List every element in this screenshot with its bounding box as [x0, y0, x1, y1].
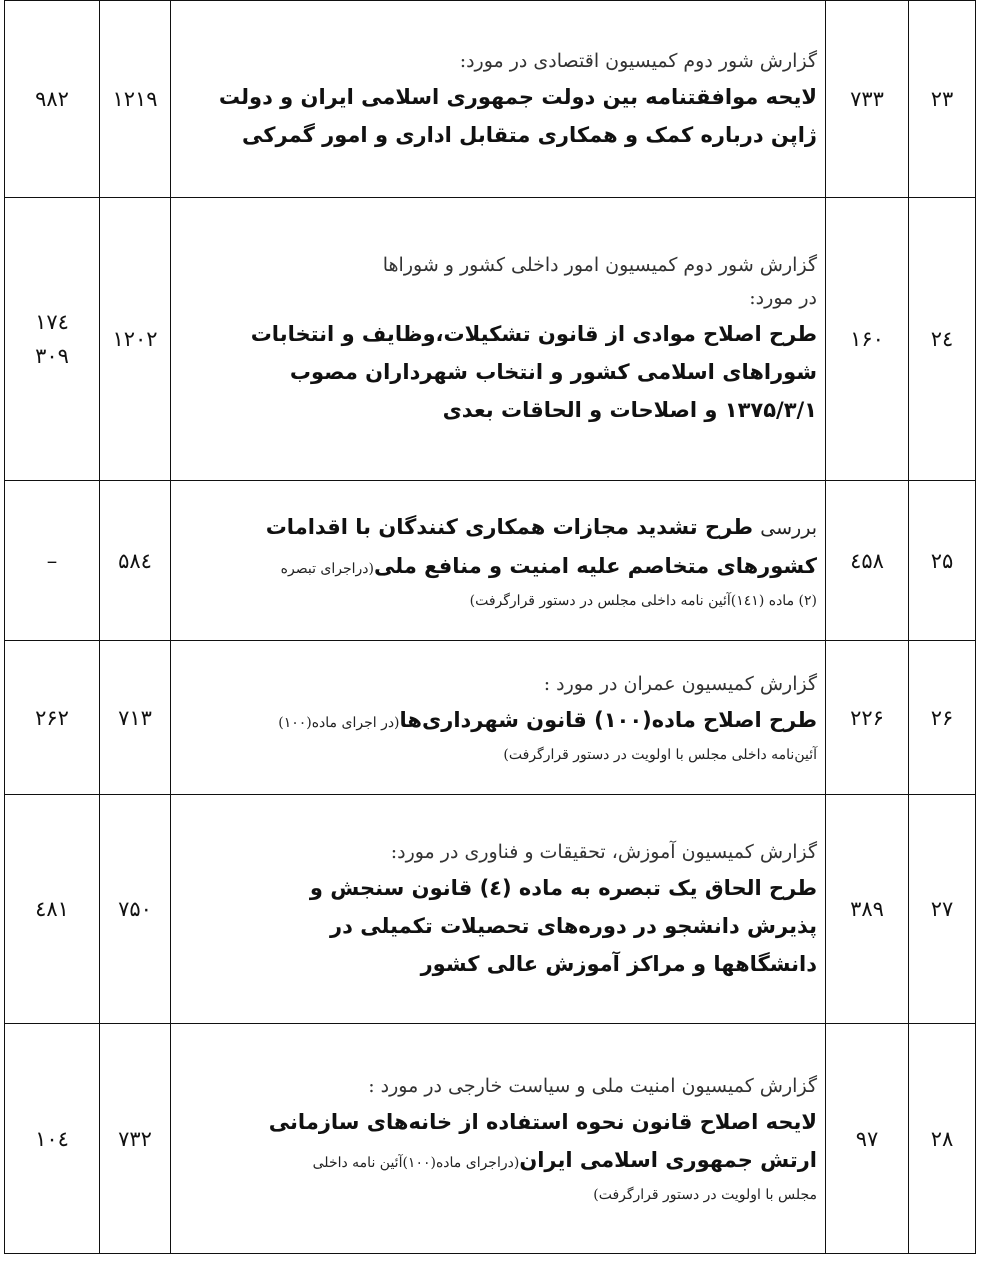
- item-note: مجلس با اولویت در دستور قرارگرفت): [593, 1186, 817, 1203]
- register-number: ۱۶۰: [826, 198, 909, 481]
- item-title: ۱۳۷۵/۳/۱ و اصلاحات و الحاقات بعدی: [442, 398, 817, 422]
- item-title: طرح اصلاح ماده(۱۰۰) قانون شهرداری‌ها: [399, 707, 817, 732]
- print-number: ۱۲۰۲: [100, 198, 171, 481]
- item-header: در مورد:: [749, 287, 817, 309]
- page-number: ۹۸۲: [35, 87, 69, 111]
- item-title: لایحه اصلاح قانون نحوه استفاده از خانه‌های سازمانی: [268, 1109, 817, 1134]
- item-header: گزارش کمیسیون امنیت ملی و سیاست خارجی در مورد :: [368, 1074, 817, 1097]
- item-note: آئین‌نامه داخلی مجلس با اولویت در دستور قرارگرفت): [503, 746, 817, 763]
- item-title: طرح تشدید مجازات همکاری کنندگان با اقدامات: [265, 514, 753, 539]
- item-note: (در اجرای ماده(۱۰۰): [278, 714, 400, 731]
- item-title: ژاپن درباره کمک و همکاری متقابل اداری و امور گمرکی: [242, 122, 817, 147]
- item-description: [171, 198, 826, 481]
- item-title: کشورهای متخاصم علیه امنیت و منافع ملی: [374, 553, 817, 578]
- item-title: طرح اصلاح موادی از قانون تشکیلات،وظایف و انتخابات: [250, 322, 817, 346]
- item-title: ارتش جمهوری اسلامی ایران: [519, 1147, 817, 1172]
- table-row: [5, 481, 976, 641]
- item-title: لایحه موافقتنامه بین دولت جمهوری اسلامی ایران و دولت: [218, 84, 817, 109]
- row-number: ۲۷: [909, 795, 976, 1024]
- item-title: طرح الحاق یک تبصره به ماده (٤) قانون سنجش و: [309, 875, 817, 900]
- item-note: (دراجرای تبصره: [280, 560, 375, 577]
- item-description: [171, 1024, 826, 1254]
- page-numbers: [5, 641, 100, 795]
- register-number: ۲۲۶: [826, 641, 909, 795]
- agenda-table: [4, 0, 976, 1254]
- print-number: ۷۵۰: [100, 795, 171, 1024]
- table-row: [5, 1, 976, 198]
- item-note: (۲) ماده (۱٤۱)آئین نامه داخلی مجلس در دستور قرارگرفت): [469, 592, 817, 609]
- table-row: [5, 1024, 976, 1254]
- row-number: ۲۳: [909, 1, 976, 198]
- page-numbers: [5, 1, 100, 198]
- page-number: ۲۶۲: [35, 705, 69, 730]
- item-prefix: بررسی: [760, 516, 817, 539]
- register-number: ٤۵۸: [826, 481, 909, 641]
- item-header: گزارش کمیسیون عمران در مورد :: [543, 672, 817, 695]
- row-number: ۲۶: [909, 641, 976, 795]
- item-description: [171, 795, 826, 1024]
- table-row: [5, 198, 976, 481]
- page-number: –: [46, 548, 58, 573]
- print-number: ۷۱۳: [100, 641, 171, 795]
- item-title: پذیرش دانشجو در دوره‌های تحصیلات تکمیلی در: [330, 913, 817, 938]
- page-number: ۱۷٤: [35, 310, 69, 334]
- item-title: شوراهای اسلامی کشور و انتخاب شهرداران مصوب: [289, 360, 817, 384]
- item-description: [171, 481, 826, 641]
- item-title: دانشگاهها و مراکز آموزش عالی کشور: [420, 951, 817, 976]
- row-number: ۲۵: [909, 481, 976, 641]
- item-description: [171, 641, 826, 795]
- register-number: ۷۳۳: [826, 1, 909, 198]
- table-row: [5, 795, 976, 1024]
- page-numbers: [5, 1024, 100, 1254]
- page-number: ۳۰۹: [35, 344, 69, 368]
- item-description: [171, 1, 826, 198]
- print-number: ۷۳۲: [100, 1024, 171, 1254]
- print-number: ۵۸٤: [100, 481, 171, 641]
- row-number: ۲٤: [909, 198, 976, 481]
- item-note: (دراجرای ماده(۱۰۰)آئین نامه داخلی: [312, 1154, 520, 1171]
- item-header: گزارش شور دوم کمیسیون اقتصادی در مورد:: [459, 49, 817, 72]
- page-numbers: [5, 198, 100, 481]
- table-row: [5, 641, 976, 795]
- item-header: گزارش کمیسیون آموزش، تحقیقات و فناوری در مورد:: [390, 840, 817, 863]
- register-number: ۳۸۹: [826, 795, 909, 1024]
- page-number: ٤۸۱: [35, 897, 69, 921]
- page-numbers: [5, 481, 100, 641]
- page-number: ۱۰٤: [35, 1126, 69, 1151]
- register-number: ۹۷: [826, 1024, 909, 1254]
- row-number: ۲۸: [909, 1024, 976, 1254]
- page-numbers: [5, 795, 100, 1024]
- print-number: ۱۲۱۹: [100, 1, 171, 198]
- item-header: گزارش شور دوم کمیسیون امور داخلی کشور و شوراها: [382, 254, 817, 276]
